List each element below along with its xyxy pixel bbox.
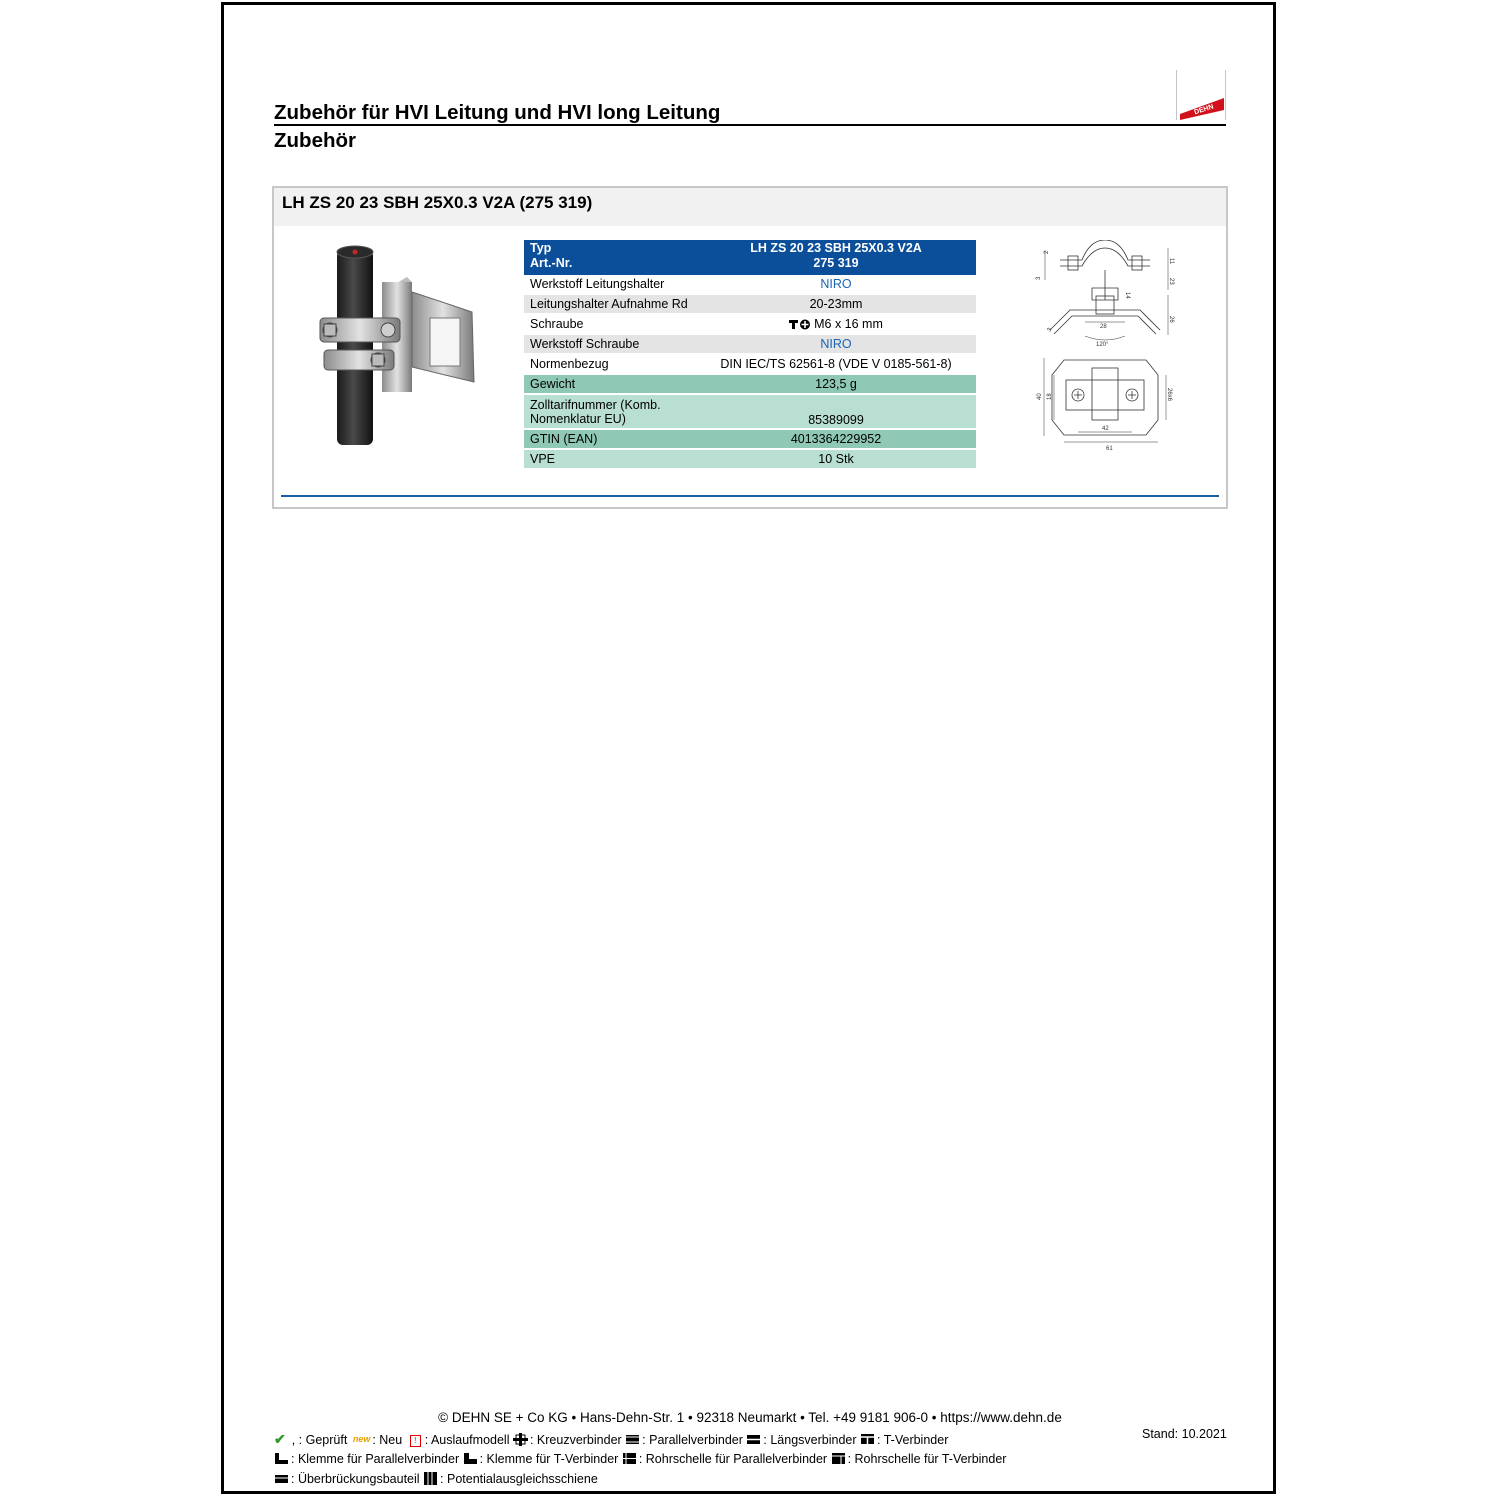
legend-klemme-t: : Klemme für T-Verbinder bbox=[479, 1452, 619, 1466]
page-title: Zubehör für HVI Leitung und HVI long Leitung bbox=[274, 101, 721, 124]
spec-value: NIRO bbox=[696, 275, 976, 295]
spec-value: 4013364229952 bbox=[696, 430, 976, 450]
title-rule bbox=[274, 124, 1226, 126]
spec-header-row bbox=[524, 240, 976, 275]
spec-label bbox=[524, 395, 696, 430]
dim-label: 28 bbox=[1100, 324, 1107, 330]
new-badge-icon: new bbox=[352, 1434, 371, 1444]
dim-label: 42 bbox=[1102, 426, 1109, 432]
footer-stand: Stand: 10.2021 bbox=[1142, 1427, 1227, 1441]
dim-label: 61 bbox=[1106, 446, 1113, 452]
pipe-clamp-parallel-icon bbox=[622, 1452, 637, 1465]
table-row bbox=[524, 315, 976, 335]
spec-value-artnr: 275 319 bbox=[813, 256, 859, 270]
discontinued-icon: ! bbox=[410, 1435, 421, 1447]
spec-value: DIN IEC/TS 62561-8 (VDE V 0185-561-8) bbox=[696, 355, 976, 375]
screw-head-icon bbox=[789, 319, 811, 330]
page-subtitle: Zubehör bbox=[274, 129, 356, 152]
dim-label: 14 bbox=[1124, 292, 1130, 299]
spec-value: 85389099 bbox=[696, 395, 976, 430]
t-connector-icon bbox=[860, 1433, 875, 1446]
legend-klemme-parallel: : Klemme für Parallelverbinder bbox=[291, 1452, 460, 1466]
dim-label: 23 bbox=[1168, 278, 1174, 285]
spec-value: M6 x 16 mm bbox=[814, 317, 883, 331]
legend-line-3 bbox=[274, 1471, 598, 1487]
legend-line-2 bbox=[274, 1451, 1006, 1467]
legend-kreuz: : Kreuzverbinder bbox=[529, 1433, 622, 1447]
table-row bbox=[524, 295, 976, 315]
legend-line-1 bbox=[274, 1431, 948, 1448]
dim-label: 26x6 bbox=[1166, 388, 1172, 402]
spec-value: NIRO bbox=[696, 335, 976, 355]
spec-header-labels bbox=[524, 240, 696, 275]
equipotential-bar-icon bbox=[423, 1472, 438, 1485]
technical-drawing bbox=[1030, 240, 1180, 452]
legend-potential: : Potentialausgleichsschiene bbox=[440, 1472, 598, 1486]
dim-label: 3 bbox=[1036, 276, 1042, 280]
product-card-header bbox=[274, 188, 1226, 226]
table-row bbox=[524, 450, 976, 470]
legend-rohr-parallel: : Rohrschelle für Parallelverbinder bbox=[638, 1452, 828, 1466]
legend-auslauf: : Auslaufmodell bbox=[424, 1433, 510, 1447]
table-row bbox=[524, 395, 976, 430]
spec-label: Werkstoff Leitungshalter bbox=[524, 275, 696, 295]
legend-laengs: : Längsverbinder bbox=[763, 1433, 857, 1447]
spec-value: 20-23mm bbox=[696, 295, 976, 315]
spec-label-artnr: Art.-Nr. bbox=[530, 256, 573, 270]
legend-geprueft: , : Geprüft bbox=[291, 1433, 348, 1447]
spec-value-cell bbox=[696, 315, 976, 335]
footer-address: © DEHN SE + Co KG • Hans-Dehn-Str. 1 • 92318 Neumarkt • Tel. +49 9181 906-0 • https://www.dehn.de bbox=[438, 1410, 1062, 1425]
spec-label: Werkstoff Schraube bbox=[524, 335, 696, 355]
spec-label-line: Zolltarifnummer (Komb. bbox=[530, 397, 661, 412]
legend-t: : T-Verbinder bbox=[877, 1433, 949, 1447]
product-title: LH ZS 20 23 SBH 25X0.3 V2A (275 319) bbox=[282, 193, 593, 212]
checkmark-icon: ✔ bbox=[274, 1431, 286, 1447]
cross-connector-icon bbox=[513, 1433, 528, 1446]
product-card-rule bbox=[281, 495, 1219, 497]
table-row bbox=[524, 375, 976, 395]
dim-label: 120° bbox=[1096, 342, 1109, 348]
parallel-connector-icon bbox=[625, 1433, 640, 1446]
table-row bbox=[524, 355, 976, 375]
spec-label: GTIN (EAN) bbox=[524, 430, 696, 450]
dim-label: 18 bbox=[1047, 393, 1053, 400]
spec-label: Leitungshalter Aufnahme Rd bbox=[524, 295, 696, 315]
dim-label: 2 bbox=[1044, 250, 1050, 254]
dim-label: 40 bbox=[1037, 393, 1043, 400]
table-row bbox=[524, 430, 976, 450]
bridging-component-icon bbox=[274, 1472, 289, 1485]
clamp-t-icon bbox=[463, 1452, 478, 1465]
dim-label: 11 bbox=[1168, 258, 1174, 265]
spec-label: VPE bbox=[524, 450, 696, 470]
spec-label-line: Nomenklatur EU) bbox=[530, 411, 626, 426]
spec-label-typ: Typ bbox=[530, 241, 552, 255]
svg-text:DEHN: DEHN bbox=[1193, 103, 1215, 117]
spec-label: Normenbezug bbox=[524, 355, 696, 375]
product-photo bbox=[312, 242, 482, 447]
spec-value: 123,5 g bbox=[696, 375, 976, 395]
spec-value-typ: LH ZS 20 23 SBH 25X0.3 V2A bbox=[750, 241, 922, 255]
legend-parallel: : Parallelverbinder bbox=[642, 1433, 743, 1447]
legend-ueberbrueckung: : Überbrückungsbauteil bbox=[291, 1472, 420, 1486]
dim-label: 3 bbox=[1046, 327, 1054, 333]
dim-label: 26 bbox=[1168, 316, 1174, 323]
spec-table bbox=[524, 240, 976, 470]
pipe-clamp-t-icon bbox=[831, 1452, 846, 1465]
clamp-parallel-icon bbox=[274, 1452, 289, 1465]
legend-neu: : Neu bbox=[372, 1433, 403, 1447]
table-row bbox=[524, 335, 976, 355]
table-row bbox=[524, 275, 976, 295]
spec-label: Gewicht bbox=[524, 375, 696, 395]
spec-header-values bbox=[696, 240, 976, 275]
spec-label: Schraube bbox=[524, 315, 696, 335]
spec-value: 10 Stk bbox=[696, 450, 976, 470]
longitudinal-connector-icon bbox=[746, 1433, 761, 1446]
dehn-logo bbox=[1176, 70, 1226, 120]
legend-rohr-t: : Rohrschelle für T-Verbinder bbox=[847, 1452, 1007, 1466]
